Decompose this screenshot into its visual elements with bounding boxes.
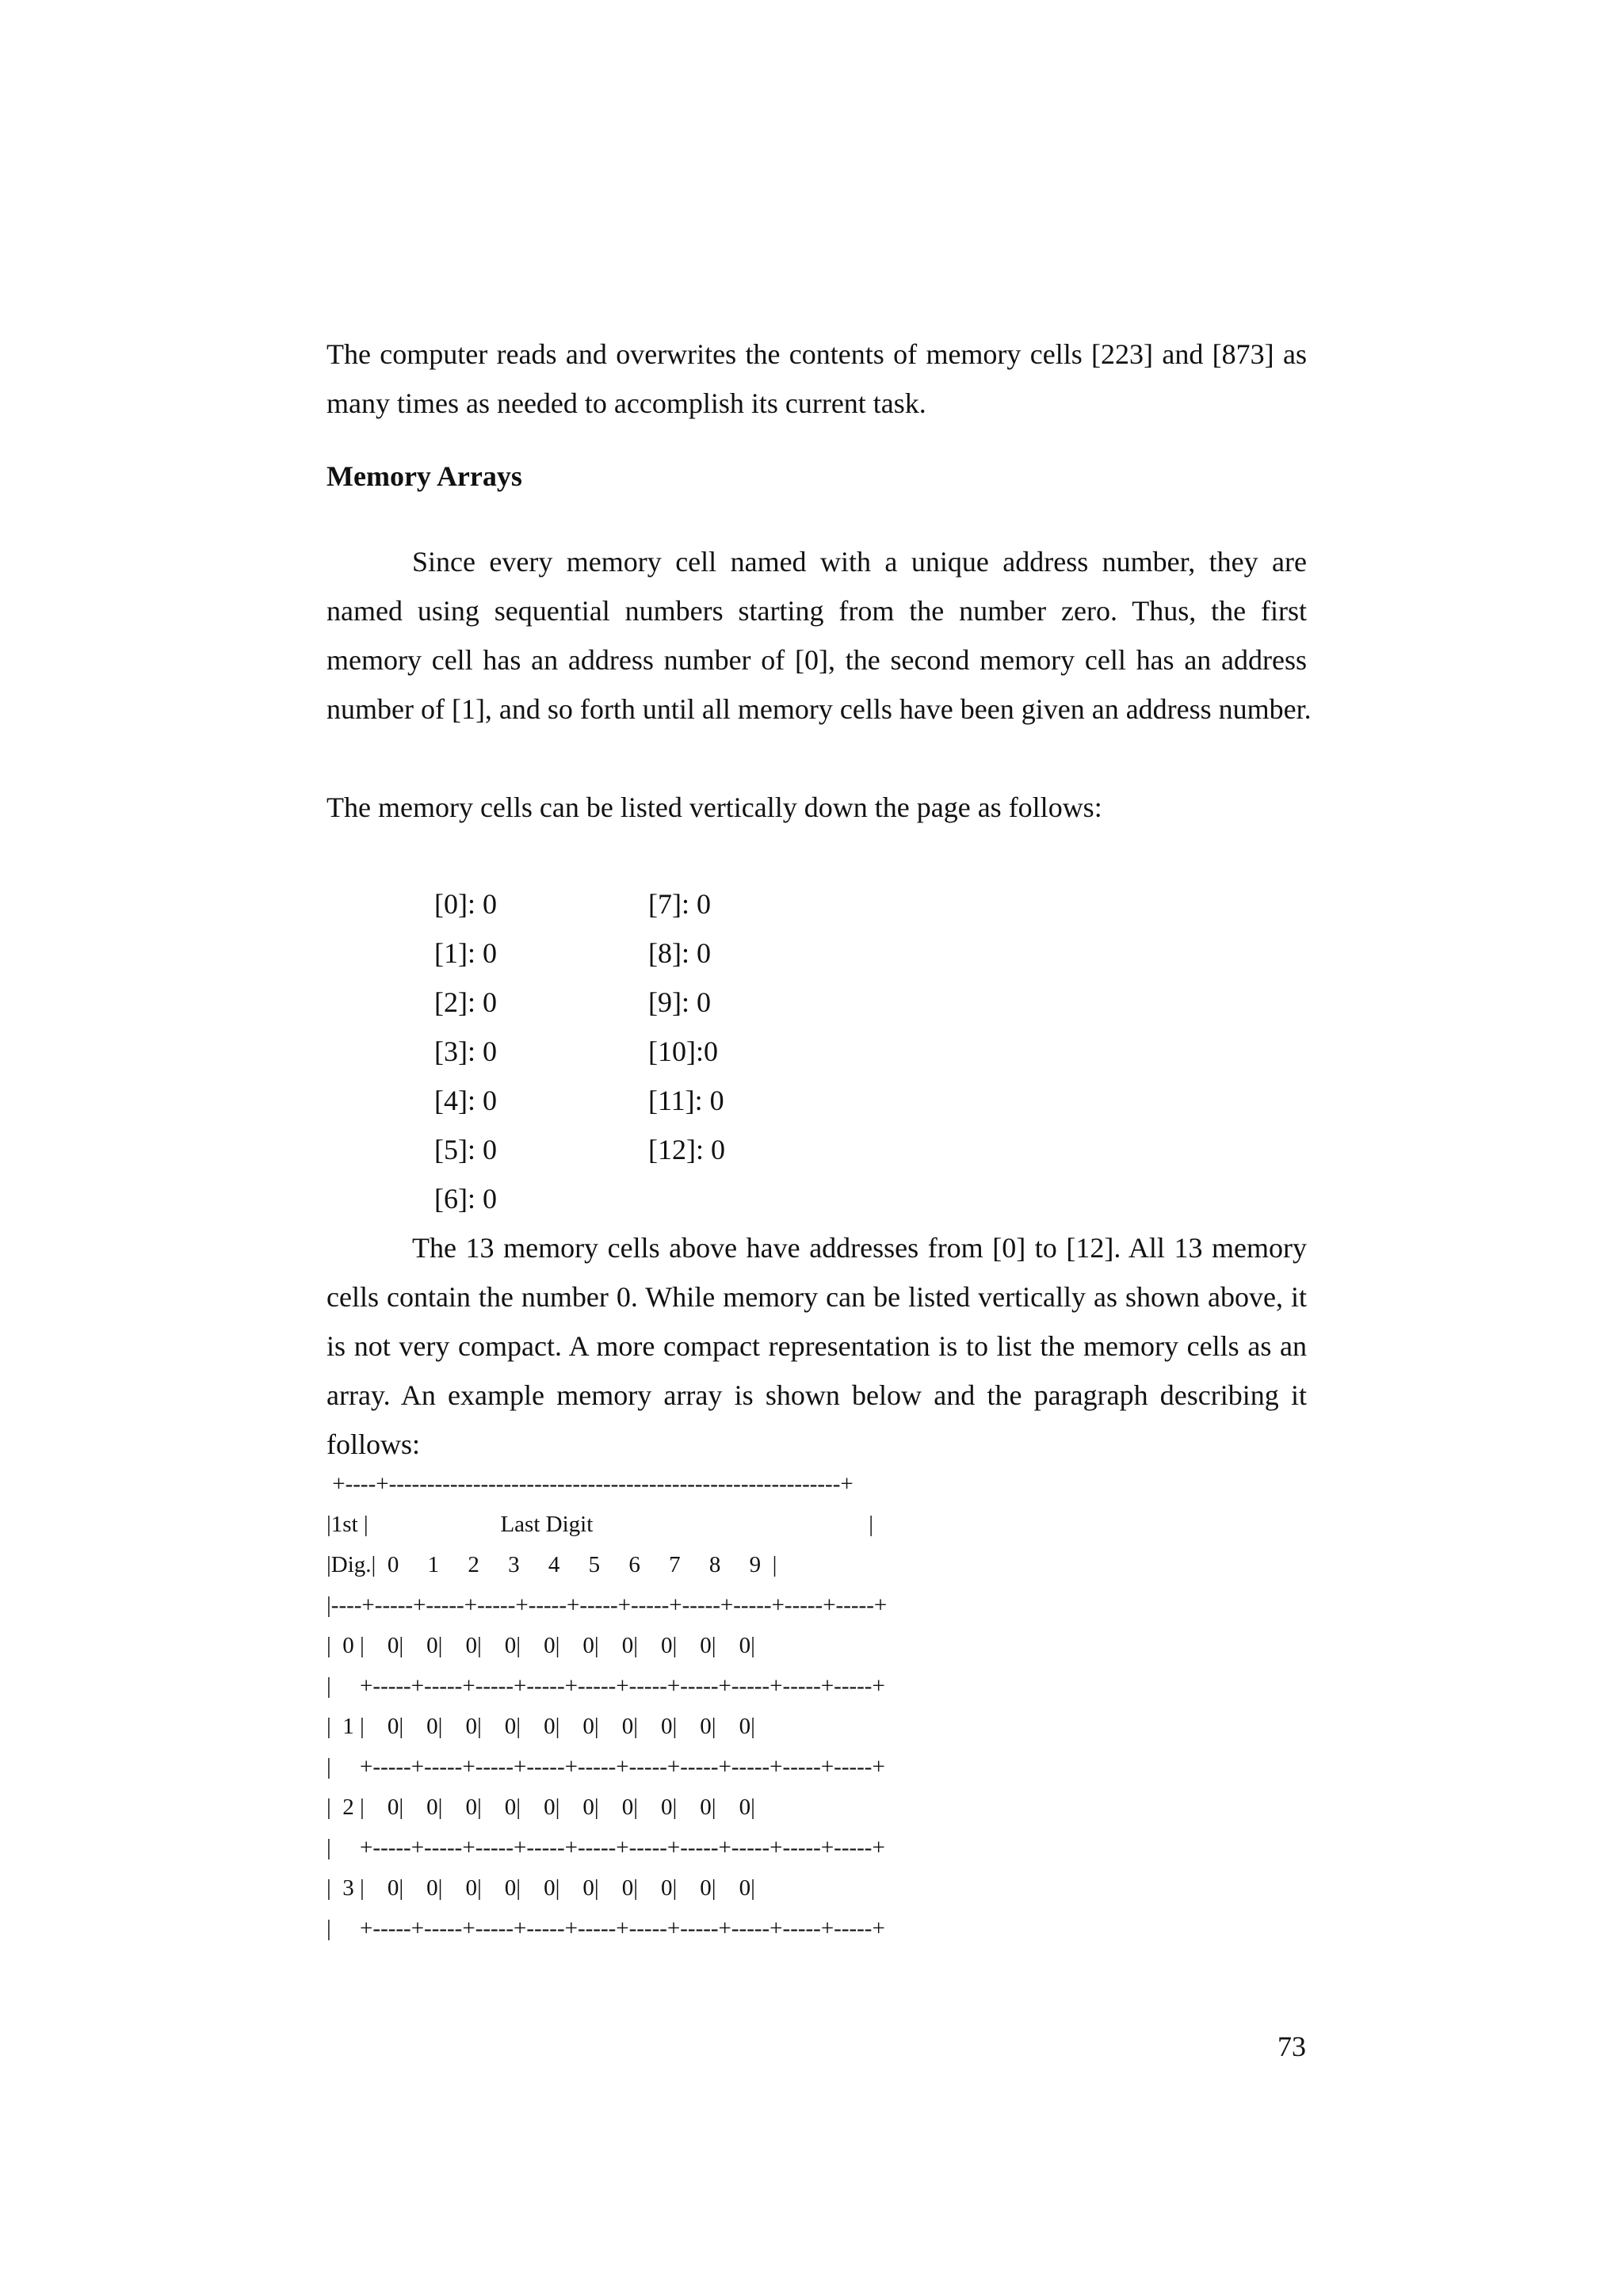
- page-number: 73: [1277, 2031, 1306, 2062]
- table-row: | 1 | 0| 0| 0| 0| 0| 0| 0| 0| 0| 0|: [327, 1714, 755, 1739]
- table-border-top: +----+-----------------------------------------------------------+: [327, 1471, 854, 1497]
- memory-cell-6: [6]: 0: [434, 1183, 497, 1215]
- addressing-line-2: named using sequential numbers starting from the number zero. Thus, the first: [327, 595, 1307, 627]
- array-line-1: The 13 memory cells above have addresses from [0] to [12]. All 13 memory: [412, 1232, 1307, 1264]
- table-separator: |----+-----+-----+-----+-----+-----+-----+-----+-----+-----+-----+: [327, 1592, 888, 1618]
- memory-cell-1: [1]: 0: [434, 937, 497, 969]
- addressing-line-4: number of [1], and so forth until all memory cells have been given an address number.: [327, 693, 1312, 725]
- array-paragraph: [327, 1223, 1307, 1469]
- table-row: | 0 | 0| 0| 0| 0| 0| 0| 0| 0| 0| 0|: [327, 1633, 755, 1658]
- array-line-3: is not very compact. A more compact representation is to list the memory cells as an: [327, 1330, 1307, 1362]
- addressing-paragraph: [327, 537, 1312, 734]
- table-separator: | +-----+-----+-----+-----+-----+-----+-----+-----+-----+-----+: [327, 1835, 885, 1860]
- memory-cell-7: [7]: 0: [648, 888, 711, 920]
- section-heading: Memory Arrays: [327, 460, 522, 492]
- memory-cell-5: [5]: 0: [434, 1134, 497, 1165]
- array-line-5: follows:: [327, 1428, 421, 1460]
- memory-cell-9: [9]: 0: [648, 986, 711, 1018]
- listing-intro-line: The memory cells can be listed vertically down the page as follows:: [327, 791, 1102, 823]
- memory-array-table: [327, 1464, 887, 1949]
- memory-cells-left-column: [434, 879, 497, 1223]
- intro-paragraph: [327, 330, 1307, 428]
- memory-cell-10: [10]:0: [648, 1035, 718, 1067]
- addressing-line-3: memory cell has an address number of [0], the second memory cell has an address: [327, 644, 1307, 676]
- table-header-row-1: |1st | Last Digit |: [327, 1512, 874, 1537]
- array-line-4: array. An example memory array is shown below and the paragraph describing it: [327, 1379, 1307, 1411]
- listing-intro-paragraph: [327, 783, 1307, 832]
- memory-cell-11: [11]: 0: [648, 1085, 724, 1116]
- memory-cell-8: [8]: 0: [648, 937, 711, 969]
- memory-cell-4: [4]: 0: [434, 1085, 497, 1116]
- array-line-2: cells contain the number 0. While memory can be listed vertically as shown above, it: [327, 1281, 1307, 1313]
- table-separator: | +-----+-----+-----+-----+-----+-----+-----+-----+-----+-----+: [327, 1673, 885, 1699]
- memory-cell-3: [3]: 0: [434, 1035, 497, 1067]
- table-separator: | +-----+-----+-----+-----+-----+-----+-----+-----+-----+-----+: [327, 1754, 885, 1779]
- addressing-line-1: Since every memory cell named with a unique address number, they are: [412, 546, 1307, 578]
- intro-line-2: many times as needed to accomplish its current task.: [327, 387, 926, 419]
- memory-cell-0: [0]: 0: [434, 888, 497, 920]
- memory-cell-12: [12]: 0: [648, 1134, 725, 1165]
- table-separator: | +-----+-----+-----+-----+-----+-----+-----+-----+-----+-----+: [327, 1916, 885, 1941]
- memory-cell-2: [2]: 0: [434, 986, 497, 1018]
- table-row: | 2 | 0| 0| 0| 0| 0| 0| 0| 0| 0| 0|: [327, 1794, 755, 1820]
- table-row: | 3 | 0| 0| 0| 0| 0| 0| 0| 0| 0| 0|: [327, 1875, 755, 1901]
- intro-line-1: The computer reads and overwrites the contents of memory cells [223] and [873] as: [327, 338, 1307, 370]
- memory-cells-right-column: [648, 879, 725, 1174]
- table-header-row-2: |Dig.| 0 1 2 3 4 5 6 7 8 9 |: [327, 1552, 777, 1577]
